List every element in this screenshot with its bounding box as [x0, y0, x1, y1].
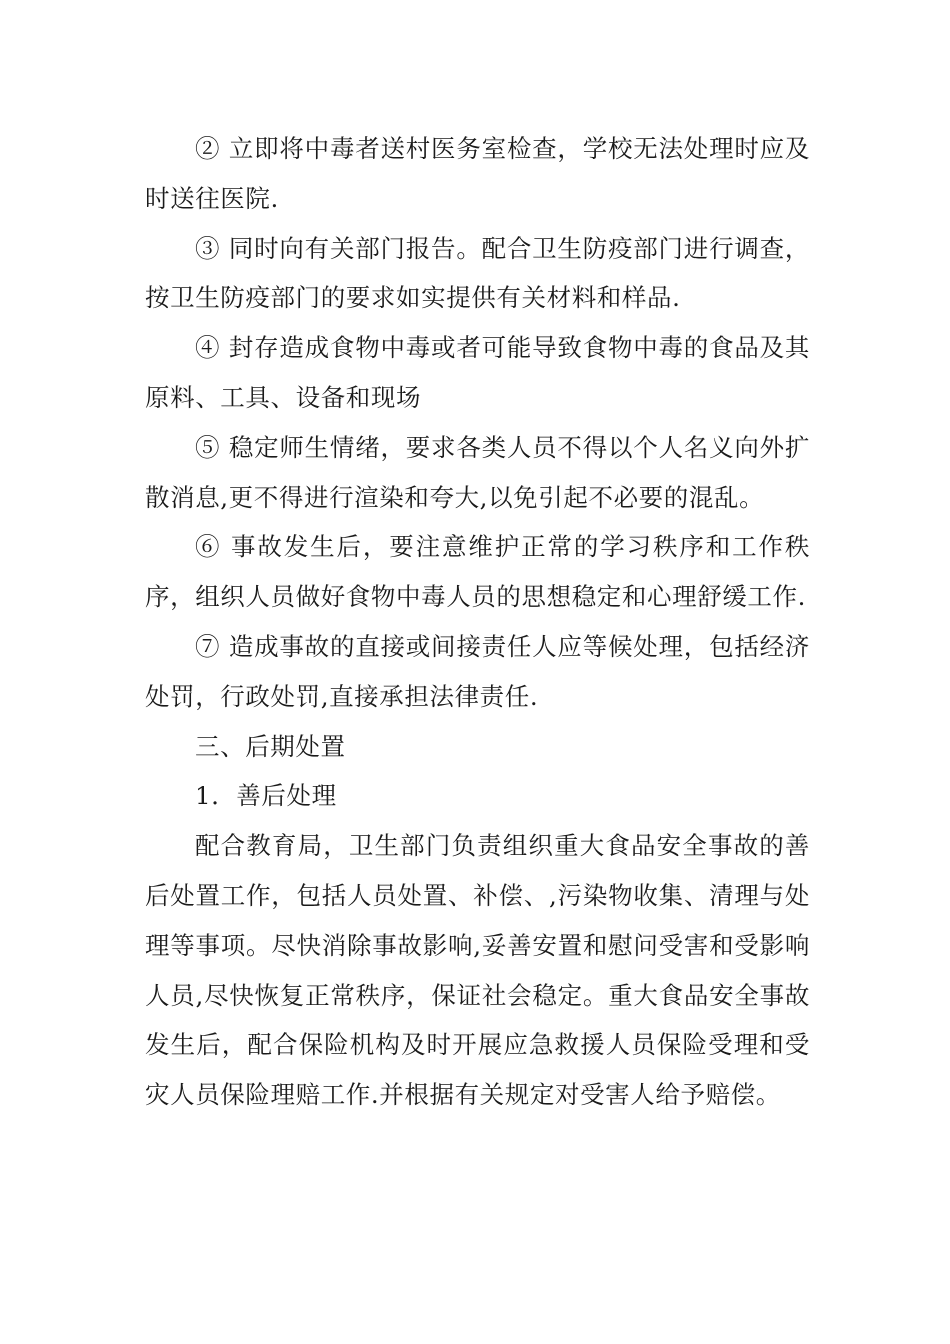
paragraph-item-3: ③ 同时向有关部门报告。配合卫生防疫部门进行调查，按卫生防疫部门的要求如实提供有关材料和样品.	[145, 233, 810, 313]
section-heading: 三、后期处置	[195, 731, 346, 761]
paragraph-item-7: ⑦ 造成事故的直接或间接责任人应等候处理，包括经济处罚，行政处罚,直接承担法律责任.	[145, 631, 810, 711]
paragraph-item-6: ⑥ 事故发生后，要注意维护正常的学习秩序和工作秩序，组织人员做好食物中毒人员的思想稳定和心理舒缓工作.	[145, 532, 810, 612]
subsection-heading: 1．善后处理	[195, 781, 337, 811]
body-paragraph: 配合教育局，卫生部门负责组织重大食品安全事故的善后处置工作，包括人员处置、补偿、,污染物收集、清理与处理等事项。尽快消除事故影响,妥善安置和慰问受害和受影响人员,尽快恢复正常秩序，保证社会稳定。重大食品安全事故发生后，配合保险机构及时开展应急救援人员保险受理和受灾人员保险理赔工作.并根据有关规定对受害人给予赔偿。	[145, 831, 810, 1110]
paragraph-item-5: ⑤ 稳定师生情绪，要求各类人员不得以个人名义向外扩散消息,更不得进行渲染和夸大,以免引起不必要的混乱。	[145, 432, 810, 512]
paragraph-item-4: ④ 封存造成食物中毒或者可能导致食物中毒的食品及其原料、工具、设备和现场	[145, 333, 810, 412]
document-page	[145, 124, 810, 1120]
paragraph-item-2: ② 立即将中毒者送村医务室检查，学校无法处理时应及时送往医院.	[145, 134, 810, 213]
